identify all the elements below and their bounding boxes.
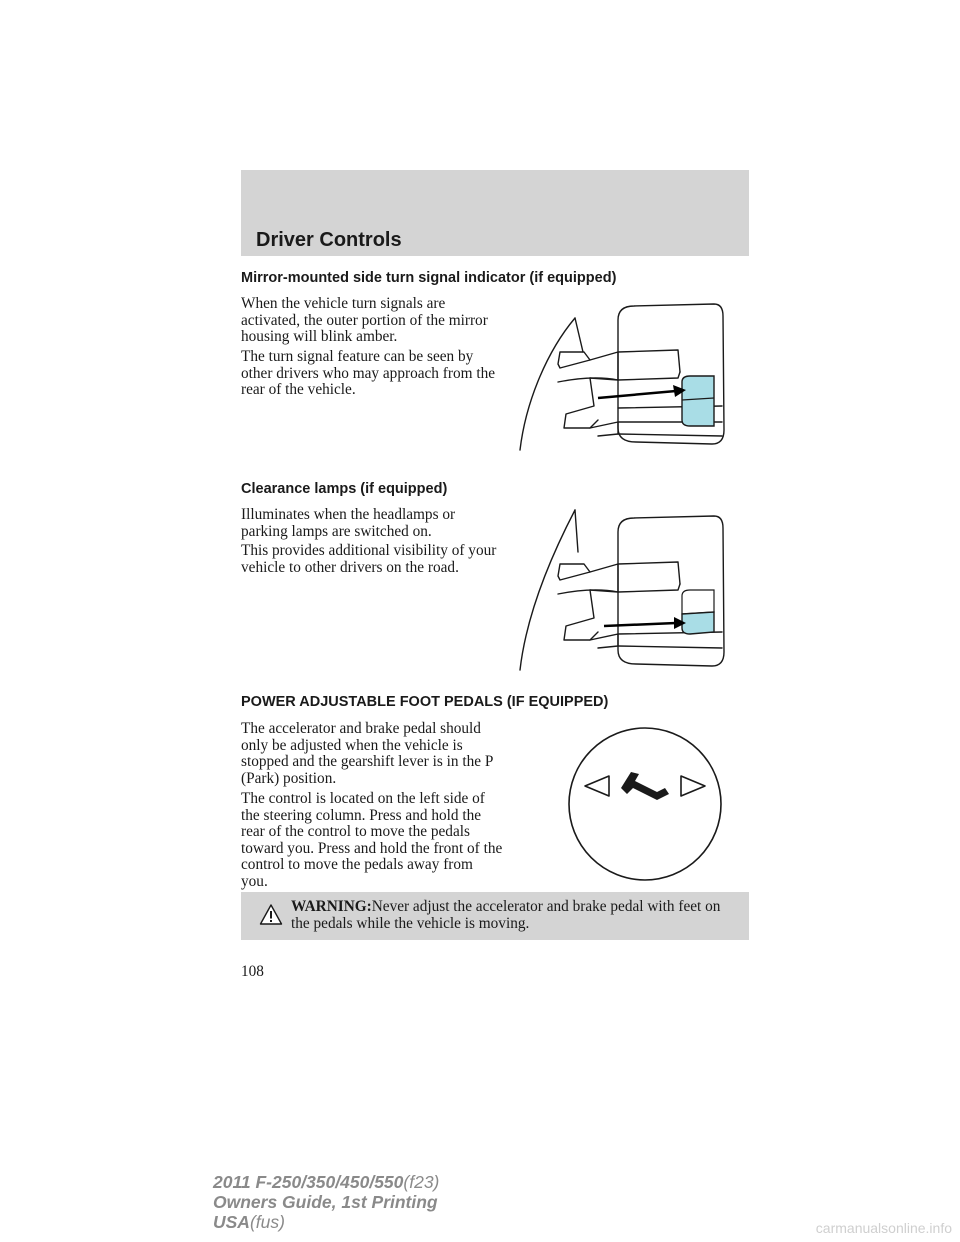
mirror-turn-signal-illustration — [518, 290, 733, 462]
paragraph: The accelerator and brake pedal should only be adjusted when the vehicle is stopped and the gearshift lever is in the P (Park) position. — [241, 720, 493, 787]
warning-label: WARNING: — [291, 898, 372, 915]
paragraph: The control is located on the left side of the steering column. Press and hold the rear of the control to move the pedals toward you. Press and hold the front of the control to move the pedals away from you. — [241, 790, 503, 890]
warning-text — [291, 899, 741, 932]
section-heading-turn-signal: Mirror-mounted side turn signal indicator (if equipped) — [241, 270, 617, 286]
print-footer — [213, 1172, 439, 1232]
footer-model-code: (f23) — [403, 1172, 440, 1192]
warning-triangle-icon — [259, 903, 283, 927]
section-heading-clearance-lamps: Clearance lamps (if equipped) — [241, 481, 448, 497]
footer-model: 2011 F-250/350/450/550 — [213, 1172, 404, 1192]
paragraph: When the vehicle turn signals are activated, the outer portion of the mirror housing will blink amber. — [241, 295, 488, 346]
pedal-adjust-switch-illustration — [565, 724, 725, 884]
footer-market: USA — [213, 1212, 250, 1232]
paragraph: The turn signal feature can be seen by other drivers who may approach from the rear of the vehicle. — [241, 348, 496, 399]
page-number: 108 — [241, 963, 264, 980]
warning-message: Never adjust the accelerator and brake pedal with feet on the pedals while the vehicle is moving. — [291, 898, 721, 932]
page-title: Driver Controls — [256, 229, 402, 251]
footer-printing: Owners Guide, 1st Printing — [213, 1192, 438, 1212]
watermark: carmanualsonline.info — [815, 1220, 952, 1236]
section-heading-power-pedals: POWER ADJUSTABLE FOOT PEDALS (IF EQUIPPED) — [241, 694, 609, 710]
mirror-clearance-lamp-illustration — [518, 502, 733, 688]
paragraph: Illuminates when the headlamps or parking lamps are switched on. — [241, 506, 456, 540]
footer-market-code: (fus) — [249, 1212, 285, 1232]
paragraph: This provides additional visibility of your vehicle to other drivers on the road. — [241, 542, 497, 576]
warning-box — [241, 892, 749, 940]
